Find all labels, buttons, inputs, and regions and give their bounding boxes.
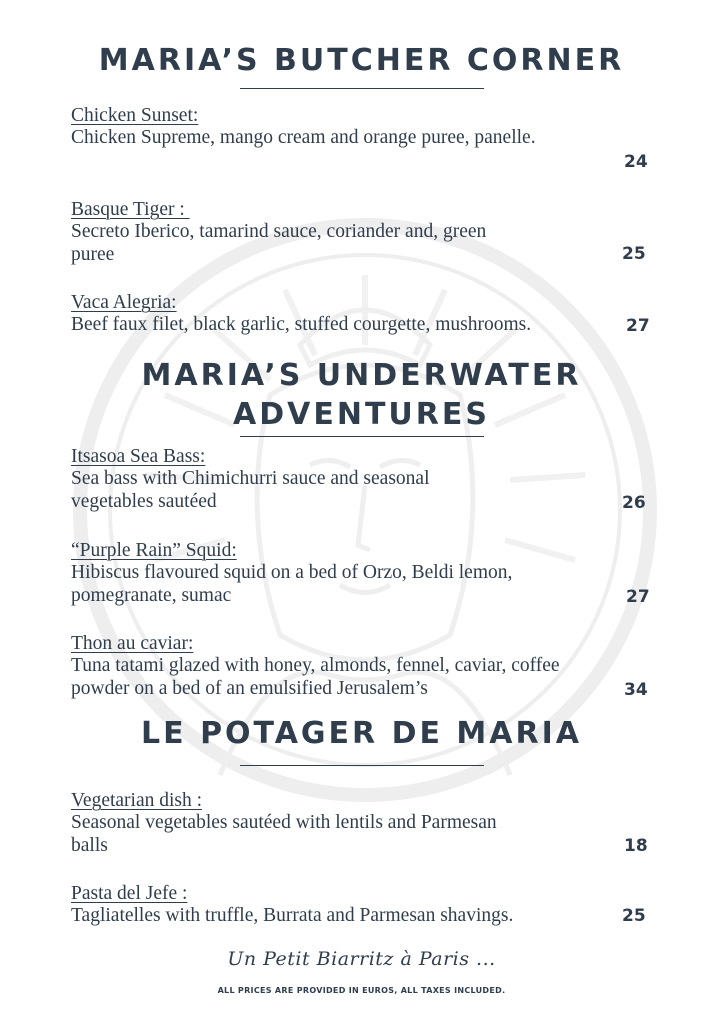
item-name: Itsasoa Sea Bass: xyxy=(71,446,206,467)
menu-item-vegetarian-dish xyxy=(71,790,656,857)
section-divider xyxy=(240,765,484,766)
menu-item-chicken-sunset xyxy=(71,105,656,172)
section-title-underwater-line2: ADVENTURES xyxy=(233,397,490,432)
section-divider xyxy=(240,436,484,437)
item-name: Basque Tiger : xyxy=(71,199,190,220)
menu-item-itsasoa-sea-bass xyxy=(71,446,656,513)
item-price: 27 xyxy=(626,587,650,607)
item-name: Vegetarian dish : xyxy=(71,790,203,811)
section-title-butcher-corner: MARIA’S BUTCHER CORNER xyxy=(98,43,625,78)
menu-item-pasta-del-jefe xyxy=(71,883,656,928)
item-name: Pasta del Jefe : xyxy=(71,883,188,904)
menu-item-thon-au-caviar xyxy=(71,633,656,700)
item-price: 27 xyxy=(626,316,650,336)
item-description: Seasonal vegetables sautéed with lentils and Parmesan balls xyxy=(71,812,497,856)
item-price: 26 xyxy=(622,493,646,513)
section-title-potager: LE POTAGER DE MARIA xyxy=(141,716,582,751)
item-name: Vaca Alegria: xyxy=(71,292,177,313)
menu-item-purple-rain-squid xyxy=(71,540,656,607)
tagline: Un Petit Biarritz à Paris ... xyxy=(227,948,496,970)
item-description: Beef faux filet, black garlic, stuffed courgette, mushrooms. xyxy=(71,314,532,335)
item-description: Tuna tatami glazed with honey, almonds, fennel, caviar, coffee powder on a bed of an emulsified Jerusalem’s xyxy=(71,655,560,699)
item-price: 18 xyxy=(624,836,648,856)
item-description: Tagliatelles with truffle, Burrata and Parmesan shavings. xyxy=(71,905,514,926)
item-description: Chicken Supreme, mango cream and orange puree, panelle. xyxy=(71,127,536,148)
section-title-underwater-line1: MARIA’S UNDERWATER xyxy=(141,358,582,393)
menu-item-basque-tiger xyxy=(71,199,656,266)
item-price: 34 xyxy=(624,680,648,700)
item-price: 25 xyxy=(622,906,646,926)
menu-item-vaca-alegria xyxy=(71,292,656,337)
section-divider xyxy=(240,88,484,89)
item-description: Hibiscus flavoured squid on a bed of Orzo, Beldi lemon, pomegranate, sumac xyxy=(71,562,513,606)
item-price: 25 xyxy=(622,244,646,264)
item-name: Chicken Sunset: xyxy=(71,105,199,126)
item-name: Thon au caviar: xyxy=(71,633,194,654)
footer-note: ALL PRICES ARE PROVIDED IN EUROS, ALL TAXES INCLUDED. xyxy=(217,986,506,995)
item-description: Sea bass with Chimichurri sauce and seasonal vegetables sautéed xyxy=(71,468,430,512)
item-price: 24 xyxy=(624,152,648,172)
item-name: “Purple Rain” Squid: xyxy=(71,540,237,561)
item-description: Secreto Iberico, tamarind sauce, coriander and, green puree xyxy=(71,221,487,265)
